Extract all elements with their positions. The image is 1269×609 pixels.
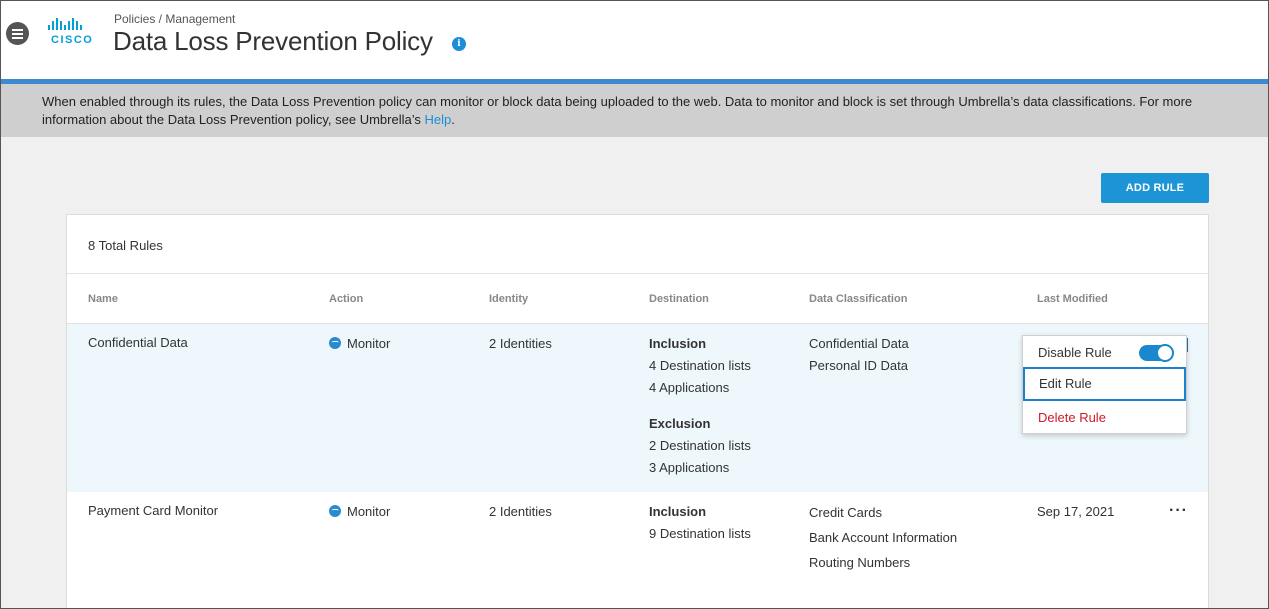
exclusion-item[interactable]: 3 Applications: [649, 460, 730, 475]
more-options-icon[interactable]: ···: [1169, 502, 1188, 519]
page-header: [1, 1, 1268, 79]
rule-action-label: Monitor: [347, 336, 391, 351]
exclusion-label: Exclusion: [649, 416, 711, 431]
rule-name[interactable]: Confidential Data: [88, 335, 188, 350]
divider: [67, 273, 1208, 274]
column-header-data-classification[interactable]: Data Classification: [809, 293, 908, 305]
exclusion-item[interactable]: 2 Destination lists: [649, 438, 751, 453]
rule-data-classification: [809, 500, 957, 575]
rule-data-classification: [809, 333, 909, 377]
rule-destination: [649, 501, 751, 545]
classification-item: Bank Account Information: [809, 530, 958, 545]
inclusion-label: Inclusion: [649, 504, 707, 519]
menu-item-edit-rule[interactable]: Edit Rule: [1023, 367, 1186, 401]
rule-actions-menu: [1022, 335, 1187, 434]
inclusion-label: Inclusion: [649, 336, 707, 351]
inclusion-item[interactable]: 4 Applications: [649, 380, 730, 395]
help-link[interactable]: Help: [424, 112, 452, 127]
info-banner: [1, 84, 1268, 137]
breadcrumb[interactable]: Policies / Management: [114, 12, 236, 26]
toggle-knob: [1156, 344, 1174, 362]
column-header-identity[interactable]: Identity: [489, 293, 529, 305]
rule-action: [329, 333, 390, 355]
classification-item: Routing Numbers: [809, 555, 911, 570]
column-header-last-modified[interactable]: Last Modified: [1037, 293, 1108, 305]
table-row[interactable]: [67, 492, 1208, 609]
classification-item: Credit Cards: [809, 505, 882, 520]
menu-item-label: Disable Rule: [1038, 345, 1112, 360]
rule-last-modified: Sep 17, 2021: [1037, 504, 1115, 519]
rule-identity[interactable]: 2 Identities: [489, 336, 552, 351]
cisco-logo[interactable]: [45, 18, 99, 48]
disable-rule-toggle[interactable]: [1139, 345, 1173, 361]
info-icon[interactable]: i: [452, 37, 466, 51]
banner-text: When enabled through its rules, the Data Loss Prevention policy can monitor or block data being uploaded to the web. Data to monitor and block is set through Umbrella’s data classifications. For more information about the Data Loss Prevention policy, see Umbrella’s: [42, 94, 1193, 127]
inclusion-item[interactable]: 4 Destination lists: [649, 358, 751, 373]
total-rules-count: 8 Total Rules: [88, 238, 163, 253]
monitor-icon: [329, 337, 341, 349]
cisco-logo-text: CISCO: [51, 34, 94, 46]
column-header-destination[interactable]: Destination: [649, 293, 709, 305]
rule-destination: [649, 333, 751, 479]
classification-item: Confidential Data: [809, 336, 909, 351]
rule-action: [329, 501, 390, 523]
banner-suffix: .: [451, 112, 455, 127]
column-header-name[interactable]: Name: [88, 293, 118, 305]
monitor-icon: [329, 505, 341, 517]
classification-item: Personal ID Data: [809, 358, 908, 373]
hamburger-menu-icon[interactable]: [6, 22, 29, 45]
menu-item-disable-rule[interactable]: [1023, 336, 1186, 369]
add-rule-button[interactable]: ADD RULE: [1101, 173, 1209, 203]
column-header-action[interactable]: Action: [329, 293, 364, 305]
rule-action-label: Monitor: [347, 504, 391, 519]
rule-name[interactable]: Payment Card Monitor: [88, 503, 219, 518]
rule-identity[interactable]: 2 Identities: [489, 504, 552, 519]
cisco-logo-bars-icon: [48, 18, 99, 30]
inclusion-item[interactable]: 9 Destination lists: [649, 526, 751, 541]
page-title: Data Loss Prevention Policy: [113, 26, 433, 56]
menu-item-delete-rule[interactable]: Delete Rule: [1038, 410, 1106, 425]
